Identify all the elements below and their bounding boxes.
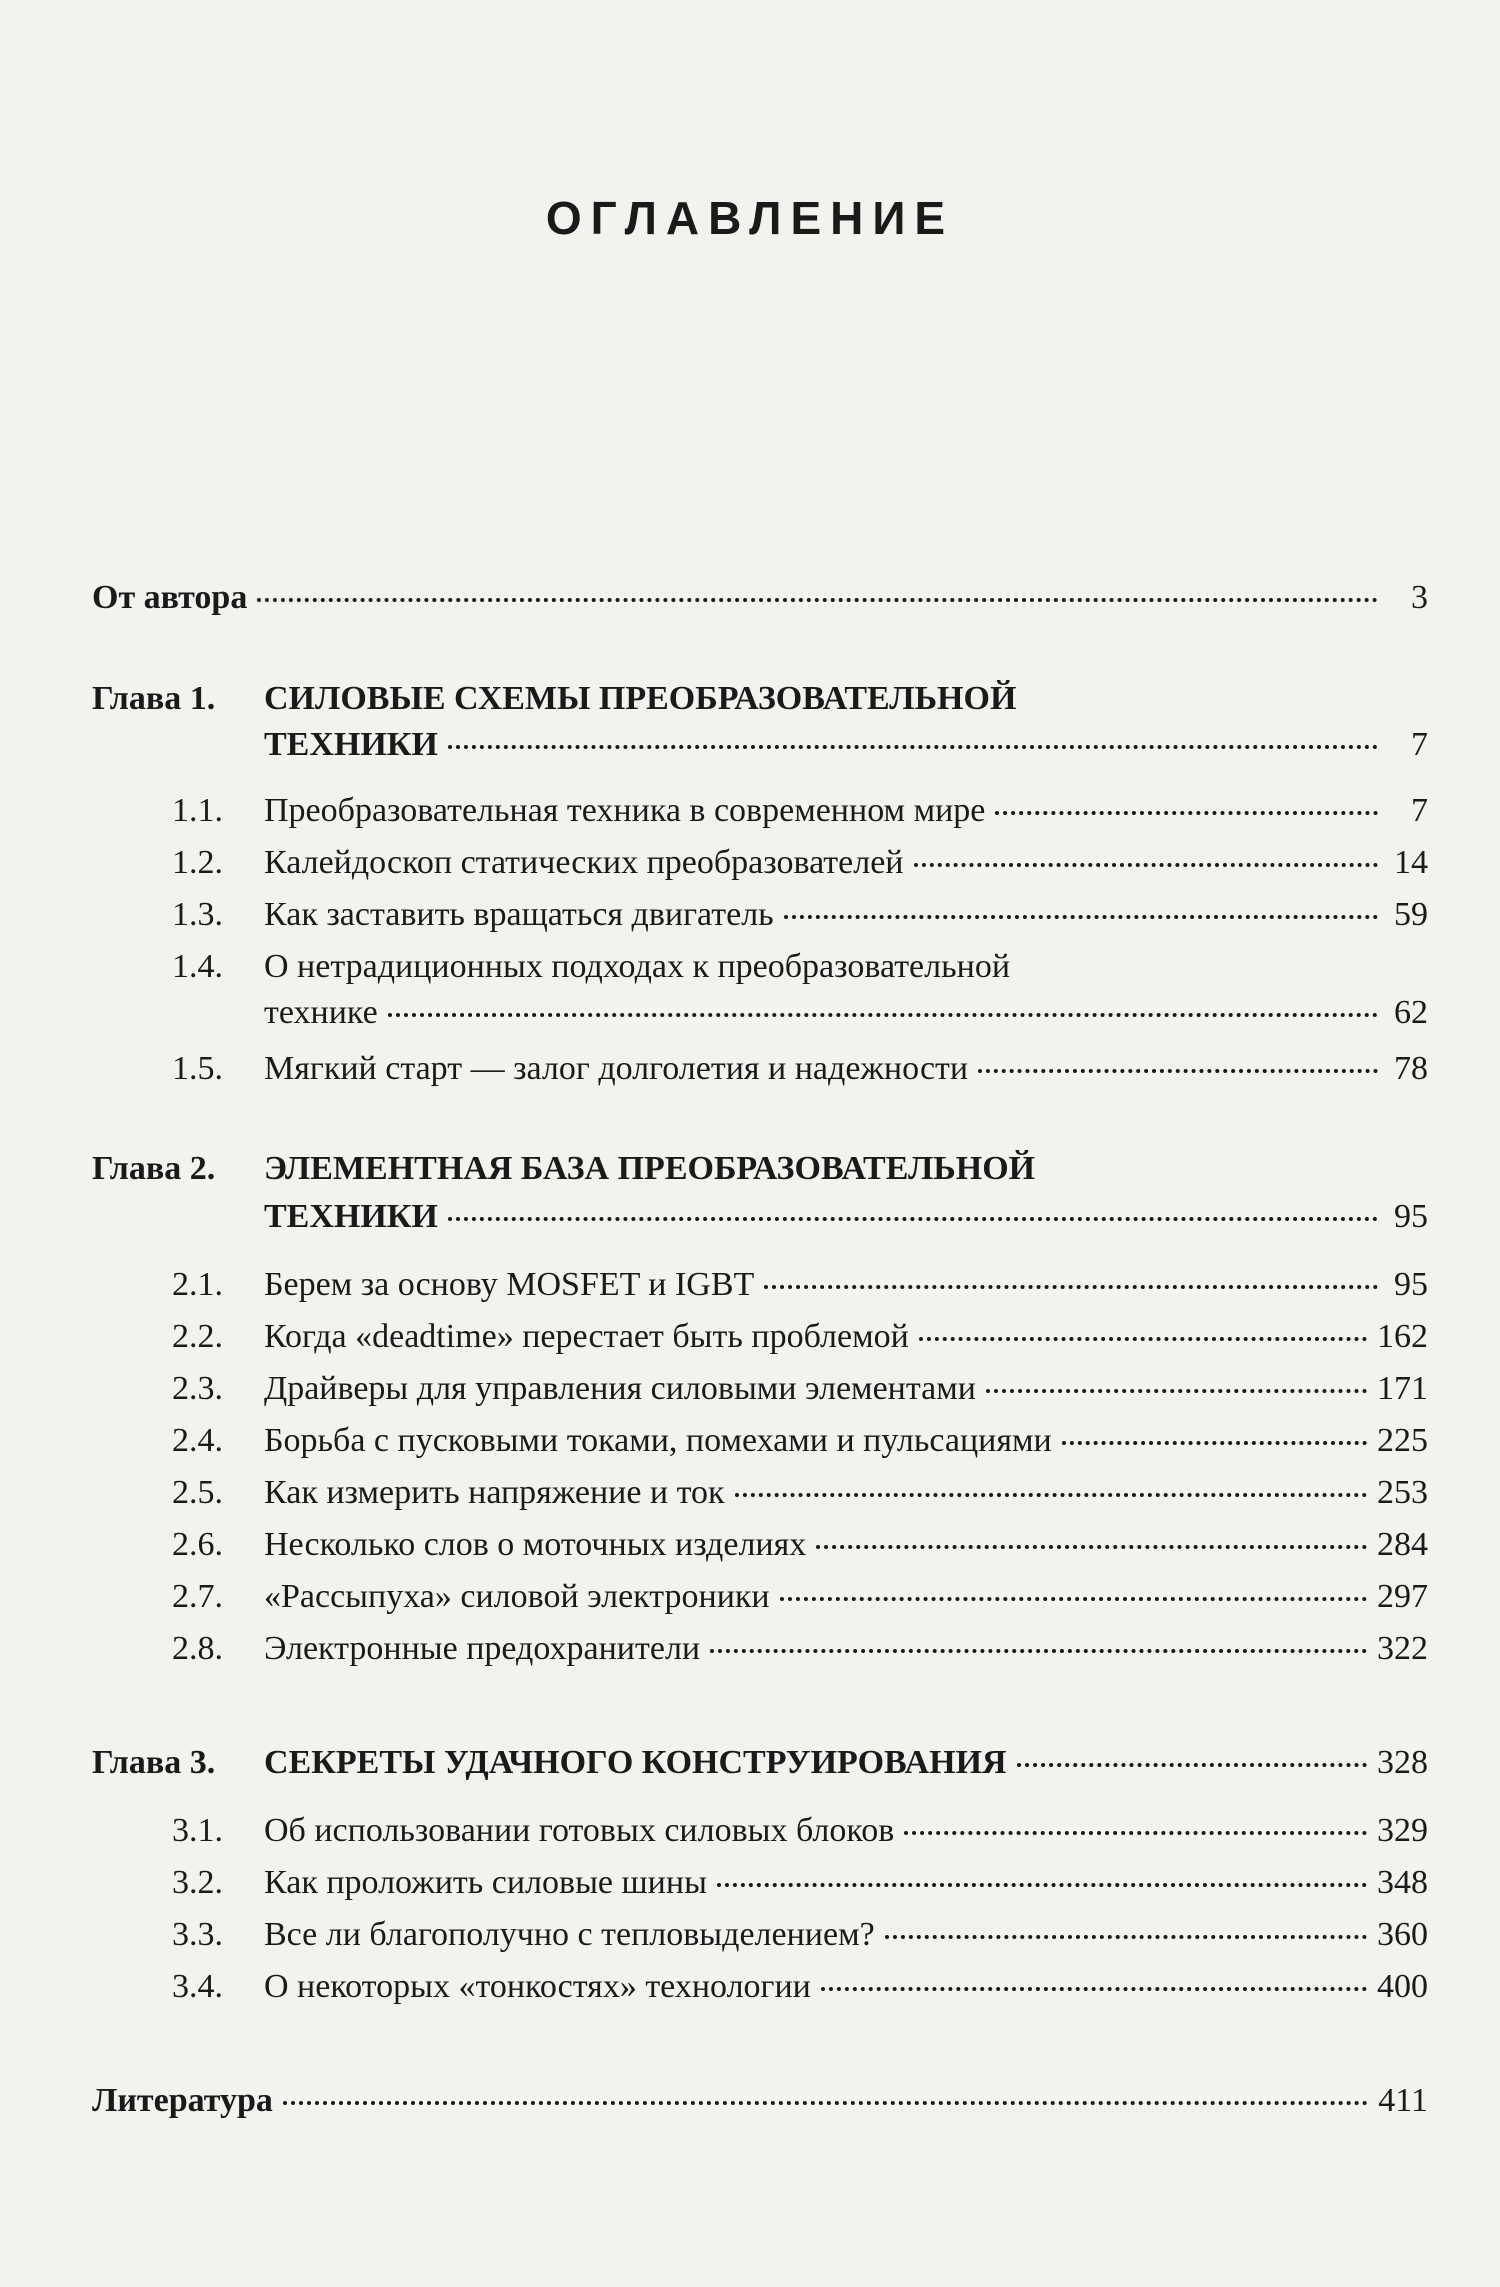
toc-entry [92, 2078, 1428, 2124]
dot-leader [717, 1883, 1367, 1887]
entry-page-number: 411 [1378, 2082, 1428, 2119]
entry-number: 2.4. [172, 1422, 223, 1459]
entry-text-row [264, 1522, 1428, 1568]
toc-entry [92, 1912, 1428, 1958]
entry-page-number: 78 [1394, 1050, 1428, 1087]
section-title-line1: О нетрадиционных подходах к преобразовательной [264, 948, 1011, 985]
entry-page-number: 171 [1377, 1370, 1428, 1407]
dot-leader [1017, 1763, 1367, 1767]
entry-number: 2.2. [172, 1318, 223, 1355]
entry-text-row [264, 1194, 1428, 1240]
entry-number: 2.5. [172, 1474, 223, 1511]
entry-number: 2.3. [172, 1370, 223, 1407]
toc-entry [92, 1262, 1428, 1308]
entry-title: Как заставить вращаться двигатель [264, 896, 774, 933]
entry-text-row [264, 722, 1428, 768]
entry-text-row [264, 990, 1428, 1036]
entry-text-row [264, 1046, 1428, 1092]
dot-leader [1062, 1441, 1367, 1445]
entry-page-number: 7 [1411, 726, 1428, 763]
dot-leader [764, 1285, 1378, 1289]
dot-leader [821, 1987, 1367, 1991]
toc-entry [92, 1314, 1428, 1360]
toc-entry [92, 1470, 1428, 1516]
entry-page-number: 62 [1394, 994, 1428, 1031]
entry-page-number: 95 [1394, 1266, 1428, 1303]
entry-title: «Рассыпуха» силовой электроники [264, 1578, 770, 1615]
toc-entry [92, 892, 1428, 938]
entry-title: Как измерить напряжение и ток [264, 1474, 725, 1511]
entry-page-number: 297 [1377, 1578, 1428, 1615]
entry-text-row [264, 892, 1428, 938]
section-heading [92, 944, 1428, 990]
entry-title: Борьба с пусковыми токами, помехами и пульсациями [264, 1422, 1052, 1459]
entry-title: Электронные предохранители [264, 1630, 701, 1667]
entry-text-row [264, 1626, 1428, 1672]
entry-number: 3.3. [172, 1916, 223, 1953]
entry-title: Литература [92, 2082, 273, 2119]
entry-title: От автора [92, 579, 248, 616]
entry-text-row [264, 1366, 1428, 1412]
toc-entry [92, 1574, 1428, 1620]
entry-number: 2.7. [172, 1578, 223, 1615]
entry-page-number: 284 [1377, 1526, 1428, 1563]
entry-number: 3.1. [172, 1812, 223, 1849]
dot-leader [919, 1337, 1367, 1341]
toc-entry [92, 1860, 1428, 1906]
entry-number: 1.3. [172, 896, 223, 933]
entry-title: технике [264, 994, 378, 1031]
dot-leader [448, 745, 1378, 749]
entry-page-number: 253 [1377, 1474, 1428, 1511]
entry-text-row [264, 1860, 1428, 1906]
entry-page-number: 14 [1394, 844, 1428, 881]
toc-entry [92, 1194, 1428, 1240]
entry-page-number: 59 [1394, 896, 1428, 933]
dot-leader [986, 1389, 1367, 1393]
entry-page-number: 328 [1377, 1744, 1428, 1781]
page-title: ОГЛАВЛЕНИЕ [545, 192, 955, 244]
entry-title: Драйверы для управления силовыми элементами [264, 1370, 976, 1407]
entry-page-number: 162 [1377, 1318, 1428, 1355]
entry-title: Как проложить силовые шины [264, 1864, 707, 1901]
entry-title: Об использовании готовых силовых блоков [264, 1812, 895, 1849]
entry-number: Глава 3. [92, 1744, 216, 1781]
entry-title: Берем за основу MOSFET и IGBT [264, 1266, 755, 1303]
entry-number: 1.5. [172, 1050, 223, 1087]
entry-title: Калейдоскоп статических преобразователей [264, 844, 904, 881]
entry-title: ТЕХНИКИ [264, 1198, 438, 1235]
toc-entry [92, 788, 1428, 834]
toc-entry [92, 1522, 1428, 1568]
entry-page-number: 7 [1411, 792, 1428, 829]
entry-text-row [264, 1574, 1428, 1620]
dot-leader [388, 1013, 1378, 1017]
entry-page-number: 360 [1377, 1916, 1428, 1953]
dot-leader [710, 1649, 1367, 1653]
dot-leader [885, 1935, 1367, 1939]
dot-leader [784, 915, 1378, 919]
toc-entry [92, 990, 1428, 1036]
chapter-number: Глава 1. [92, 680, 216, 717]
chapter-title-line1: ЭЛЕМЕНТНАЯ БАЗА ПРЕОБРАЗОВАТЕЛЬНОЙ [264, 1150, 1036, 1187]
entry-text-row [264, 1470, 1428, 1516]
entry-text-row [92, 575, 1428, 621]
dot-leader [257, 598, 1378, 602]
chapter-title-line1: СИЛОВЫЕ СХЕМЫ ПРЕОБРАЗОВАТЕЛЬНОЙ [264, 680, 1017, 717]
section-number: 1.4. [172, 948, 223, 985]
dot-leader [995, 811, 1378, 815]
entry-page-number: 95 [1394, 1198, 1428, 1235]
chapter-number: Глава 2. [92, 1150, 216, 1187]
entry-page-number: 225 [1377, 1422, 1428, 1459]
entry-number: 3.2. [172, 1864, 223, 1901]
entry-text-row [264, 1740, 1428, 1786]
dot-leader [914, 863, 1379, 867]
entry-number: 2.6. [172, 1526, 223, 1563]
toc-entry [92, 1366, 1428, 1412]
entry-text-row [264, 840, 1428, 886]
entry-text-row [92, 2078, 1428, 2124]
dot-leader [904, 1831, 1367, 1835]
entry-title: СЕКРЕТЫ УДАЧНОГО КОНСТРУИРОВАНИЯ [264, 1744, 1007, 1781]
dot-leader [780, 1597, 1367, 1601]
entry-text-row [264, 1314, 1428, 1360]
entry-text-row [264, 1262, 1428, 1308]
toc-entry [92, 1046, 1428, 1092]
entry-page-number: 3 [1411, 579, 1428, 616]
toc-entry [92, 1626, 1428, 1672]
toc-entry [92, 722, 1428, 768]
entry-number: 1.2. [172, 844, 223, 881]
toc-entry [92, 575, 1428, 621]
entry-title: Преобразовательная техника в современном мире [264, 792, 986, 829]
entry-title: Мягкий старт — залог долголетия и надежности [264, 1050, 969, 1087]
entry-title: Все ли благополучно с тепловыделением? [264, 1916, 875, 1953]
entry-page-number: 400 [1377, 1968, 1428, 2005]
entry-title: О некоторых «тонкостях» технологии [264, 1968, 811, 2005]
toc-entry [92, 840, 1428, 886]
toc-entry [92, 1964, 1428, 2010]
chapter-heading [92, 1146, 1428, 1192]
chapter-heading [92, 676, 1428, 722]
entry-text-row [264, 1964, 1428, 2010]
dot-leader [448, 1217, 1378, 1221]
dot-leader [978, 1069, 1378, 1073]
entry-number: 2.1. [172, 1266, 223, 1303]
entry-title: ТЕХНИКИ [264, 726, 438, 763]
entry-text-row [264, 1808, 1428, 1854]
entry-page-number: 322 [1377, 1630, 1428, 1667]
entry-page-number: 348 [1377, 1864, 1428, 1901]
entry-number: 3.4. [172, 1968, 223, 2005]
entry-text-row [264, 1912, 1428, 1958]
dot-leader [283, 2101, 1368, 2105]
toc-entry [92, 1418, 1428, 1464]
entry-text-row [264, 1418, 1428, 1464]
dot-leader [735, 1493, 1367, 1497]
entry-text-row [264, 788, 1428, 834]
entry-number: 2.8. [172, 1630, 223, 1667]
toc-entry [92, 1740, 1428, 1786]
dot-leader [816, 1545, 1367, 1549]
entry-title: Несколько слов о моточных изделиях [264, 1526, 807, 1563]
toc-entry [92, 1808, 1428, 1854]
entry-page-number: 329 [1377, 1812, 1428, 1849]
entry-number: 1.1. [172, 792, 223, 829]
entry-title: Когда «deadtime» перестает быть проблемой [264, 1318, 909, 1355]
